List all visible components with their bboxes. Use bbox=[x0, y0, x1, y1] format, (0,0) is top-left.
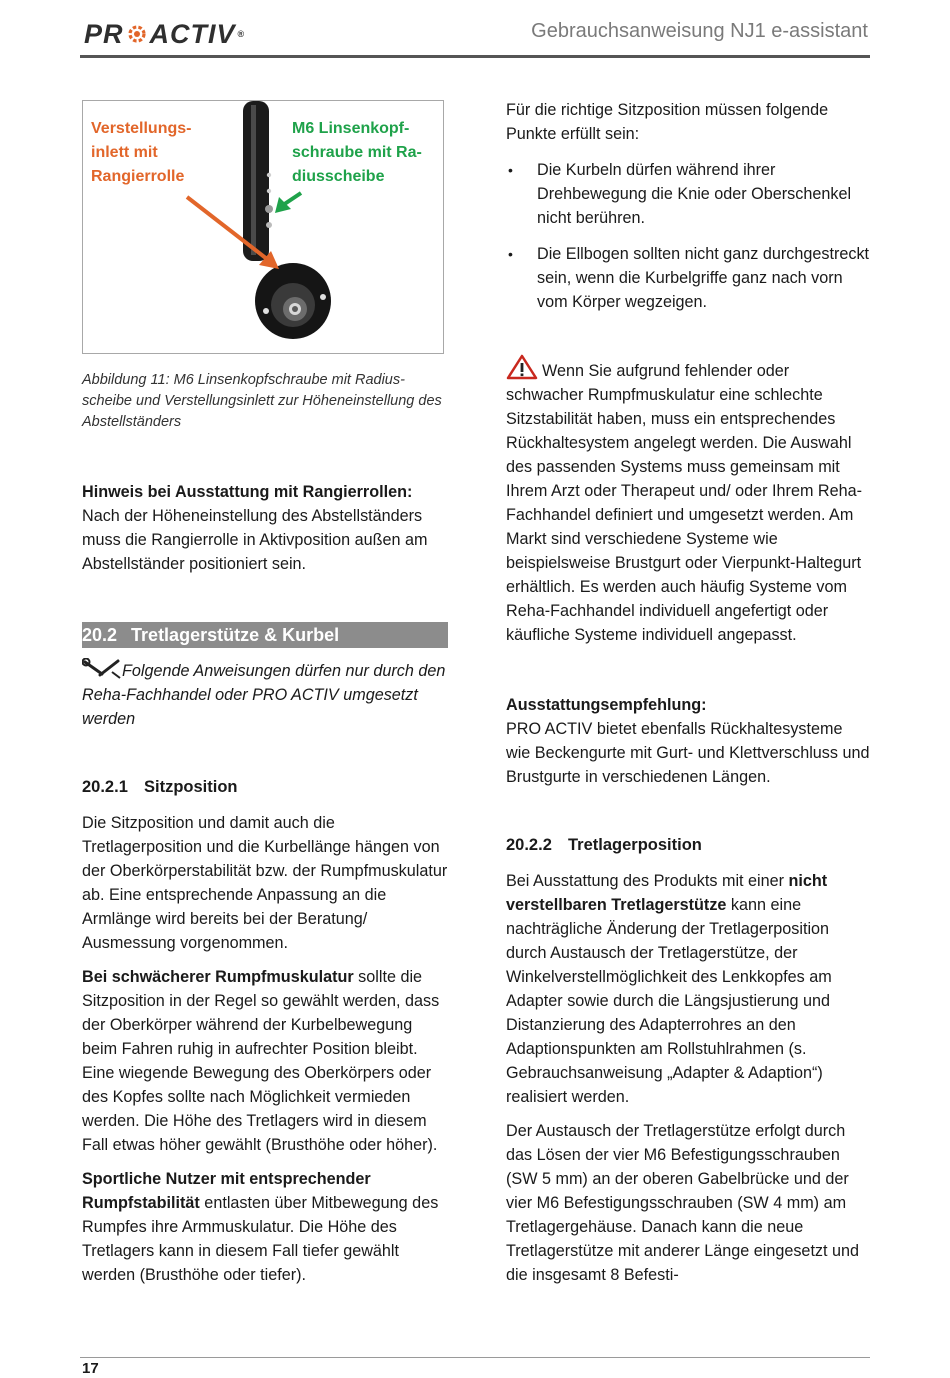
header-divider bbox=[80, 55, 870, 58]
document-title: Gebrauchsanweisung NJ1 e-assistant bbox=[531, 20, 868, 42]
recommendation-text: PRO ACTIV bietet ebenfalls Rückhaltesysteme wie Beckengurte mit Gurt- und Klettverschluss und Brustgurte in verschiedenen Längen. bbox=[506, 720, 870, 786]
subsection-sitzposition-heading bbox=[82, 775, 448, 799]
subsection-number: 20.2.2 bbox=[506, 836, 552, 854]
sun-logo-icon bbox=[125, 22, 149, 46]
warning-text: Wenn Sie aufgrund fehlender oder schwacher Rumpfmuskulatur eine schlechte Sitzstabilität haben, muss ein entsprechendes Rückhaltesystem angelegt werden. Die Auswahl des passenden Systems muss gemeinsam mit Ihrem Arzt oder Therapeut und/ oder Ihrem Reha-Fachhandel definiert und umgesetzt werden. Am Markt sind verschiedene Systeme wie beispielsweise Brustgurt oder Vierpunkt-Haltegurt erhältlich. Es werden auch häufig Systeme vom Reha-Fachhandel individuell angefertigt oder käufliche Systeme individuell angepasst. bbox=[506, 362, 863, 644]
subsection-tretlager-heading bbox=[506, 833, 870, 857]
left-column bbox=[82, 100, 448, 1287]
figure-caption: Abbildung 11: M6 Linsenkopfschraube mit Radius-scheibe und Verstellungsinlett zur Höheneinstellung des Abstellständers bbox=[82, 372, 442, 430]
recommendation-heading: Ausstattungsempfehlung: bbox=[506, 696, 707, 714]
requirements-list bbox=[506, 158, 870, 314]
tool-note bbox=[82, 658, 448, 731]
right-column bbox=[506, 98, 870, 1287]
logo-wordmark: PR ACTIV ® bbox=[84, 18, 246, 49]
logo bbox=[84, 14, 245, 54]
section-title: Tretlagerstütze & Kurbel bbox=[131, 625, 340, 645]
section-heading bbox=[82, 622, 448, 648]
subsection-number: 20.2.1 bbox=[82, 778, 128, 796]
warning-paragraph bbox=[506, 354, 870, 647]
figure-label-inlet: Verstellungs- inlett mit Rangierrolle bbox=[91, 120, 192, 185]
subsection-title: Tretlagerposition bbox=[568, 836, 702, 854]
tool-note-text: Folgende Anweisungen dürfen nur durch den Reha-Fachhandel oder PRO ACTIV umgesetzt werden bbox=[82, 662, 446, 728]
figure-11 bbox=[82, 100, 444, 354]
list-item: • Die Ellbogen sollten nicht ganz durchgestreckt sein, wenn die Kurbelgriffe ganz nach vorn vom Körper wegzeigen. bbox=[506, 242, 870, 314]
sitzposition-paragraph-1: Die Sitzposition und damit auch die Tretlagerposition und die Kurbellänge hängen von der Oberkörperstabilität bzw. der Rumpfmuskulatur ab. Eine entsprechende Anpassung an die Armlänge wird bereits bei der Beratung/ Ausmessung vorgenommen. bbox=[82, 814, 448, 952]
hint-heading: Hinweis bei Ausstattung mit Rangierrollen: bbox=[82, 483, 413, 501]
hint-text: Nach der Höheneinstellung des Abstellständers muss die Rangierrolle in Aktivposition außen am Abstellständer positioniert sein. bbox=[82, 507, 428, 573]
section-number: 20.2 bbox=[82, 625, 118, 645]
tretlager-paragraph-2: Der Austausch der Tretlagerstütze erfolgt durch das Lösen der vier M6 Befestigungsschrauben (SW 5 mm) an der oberen Gabelbrücke und der vier M6 Befestigungsschrauben (SW 4 mm) am Tretlagergehäuse. Danach kann die neue Tretlagerstütze mit anderer Länge eingesetzt und die insgesamt 8 Befesti- bbox=[506, 1122, 860, 1284]
warning-triangle-icon bbox=[506, 354, 538, 380]
sitzposition-paragraph-3: Sportliche Nutzer mit entsprechender Rumpfstabilität entlasten über Mitbewegung des Rumpfes ihre Armmuskulatur. Die Höhe des Tretlagers kann in diesem Fall tiefer gewählt werden (Brusthöhe oder tiefer). bbox=[82, 1170, 439, 1284]
hint-paragraph bbox=[82, 480, 448, 576]
recommendation-paragraph bbox=[506, 693, 870, 789]
footer-divider bbox=[80, 1357, 870, 1358]
intro-paragraph: Für die richtige Sitzposition müssen folgende Punkte erfüllt sein: bbox=[506, 101, 829, 143]
figure-label-screw: M6 Linsenkopf- schraube mit Ra- diusscheibe bbox=[292, 120, 422, 185]
registered-mark: ® bbox=[237, 29, 246, 39]
page-number: 17 bbox=[82, 1360, 99, 1377]
tools-icon bbox=[82, 658, 122, 680]
subsection-title: Sitzposition bbox=[144, 778, 238, 796]
sitzposition-paragraph-2: Bei schwächerer Rumpfmuskulatur sollte die Sitzposition in der Regel so gewählt werden, dass der Oberkörper während der Kurbelbewegung beim Fahren ruhig in aufrechter Position bleibt. Eine wiegende Bewegung des Oberkörpers oder des Kopfes sollte nach Möglichkeit vermieden werden. Die Höhe des Tretlagers wird in diesem Fall etwas höher gewählt (Brusthöhe oder höher). bbox=[82, 968, 440, 1154]
tretlager-paragraph-1: Bei Ausstattung des Produkts mit einer nicht verstellbaren Tretlagerstütze kann eine nachträgliche Änderung der Tretlagerposition durch Austausch der Tretlagerstütze, der Winkelverstellmöglichkeit des Lenkkopfes am Adapter sowie durch die Längsjustierung und Distanzierung des Adapterrohres an den Adaptionspunkten am Rollstuhlrahmen (s. Gebrauchsanweisung „Adapter & Adaption“) realisiert werden. bbox=[506, 872, 832, 1106]
list-item: • Die Kurbeln dürfen während ihrer Drehbewegung die Knie oder Oberschenkel nicht berühren. bbox=[506, 158, 870, 230]
